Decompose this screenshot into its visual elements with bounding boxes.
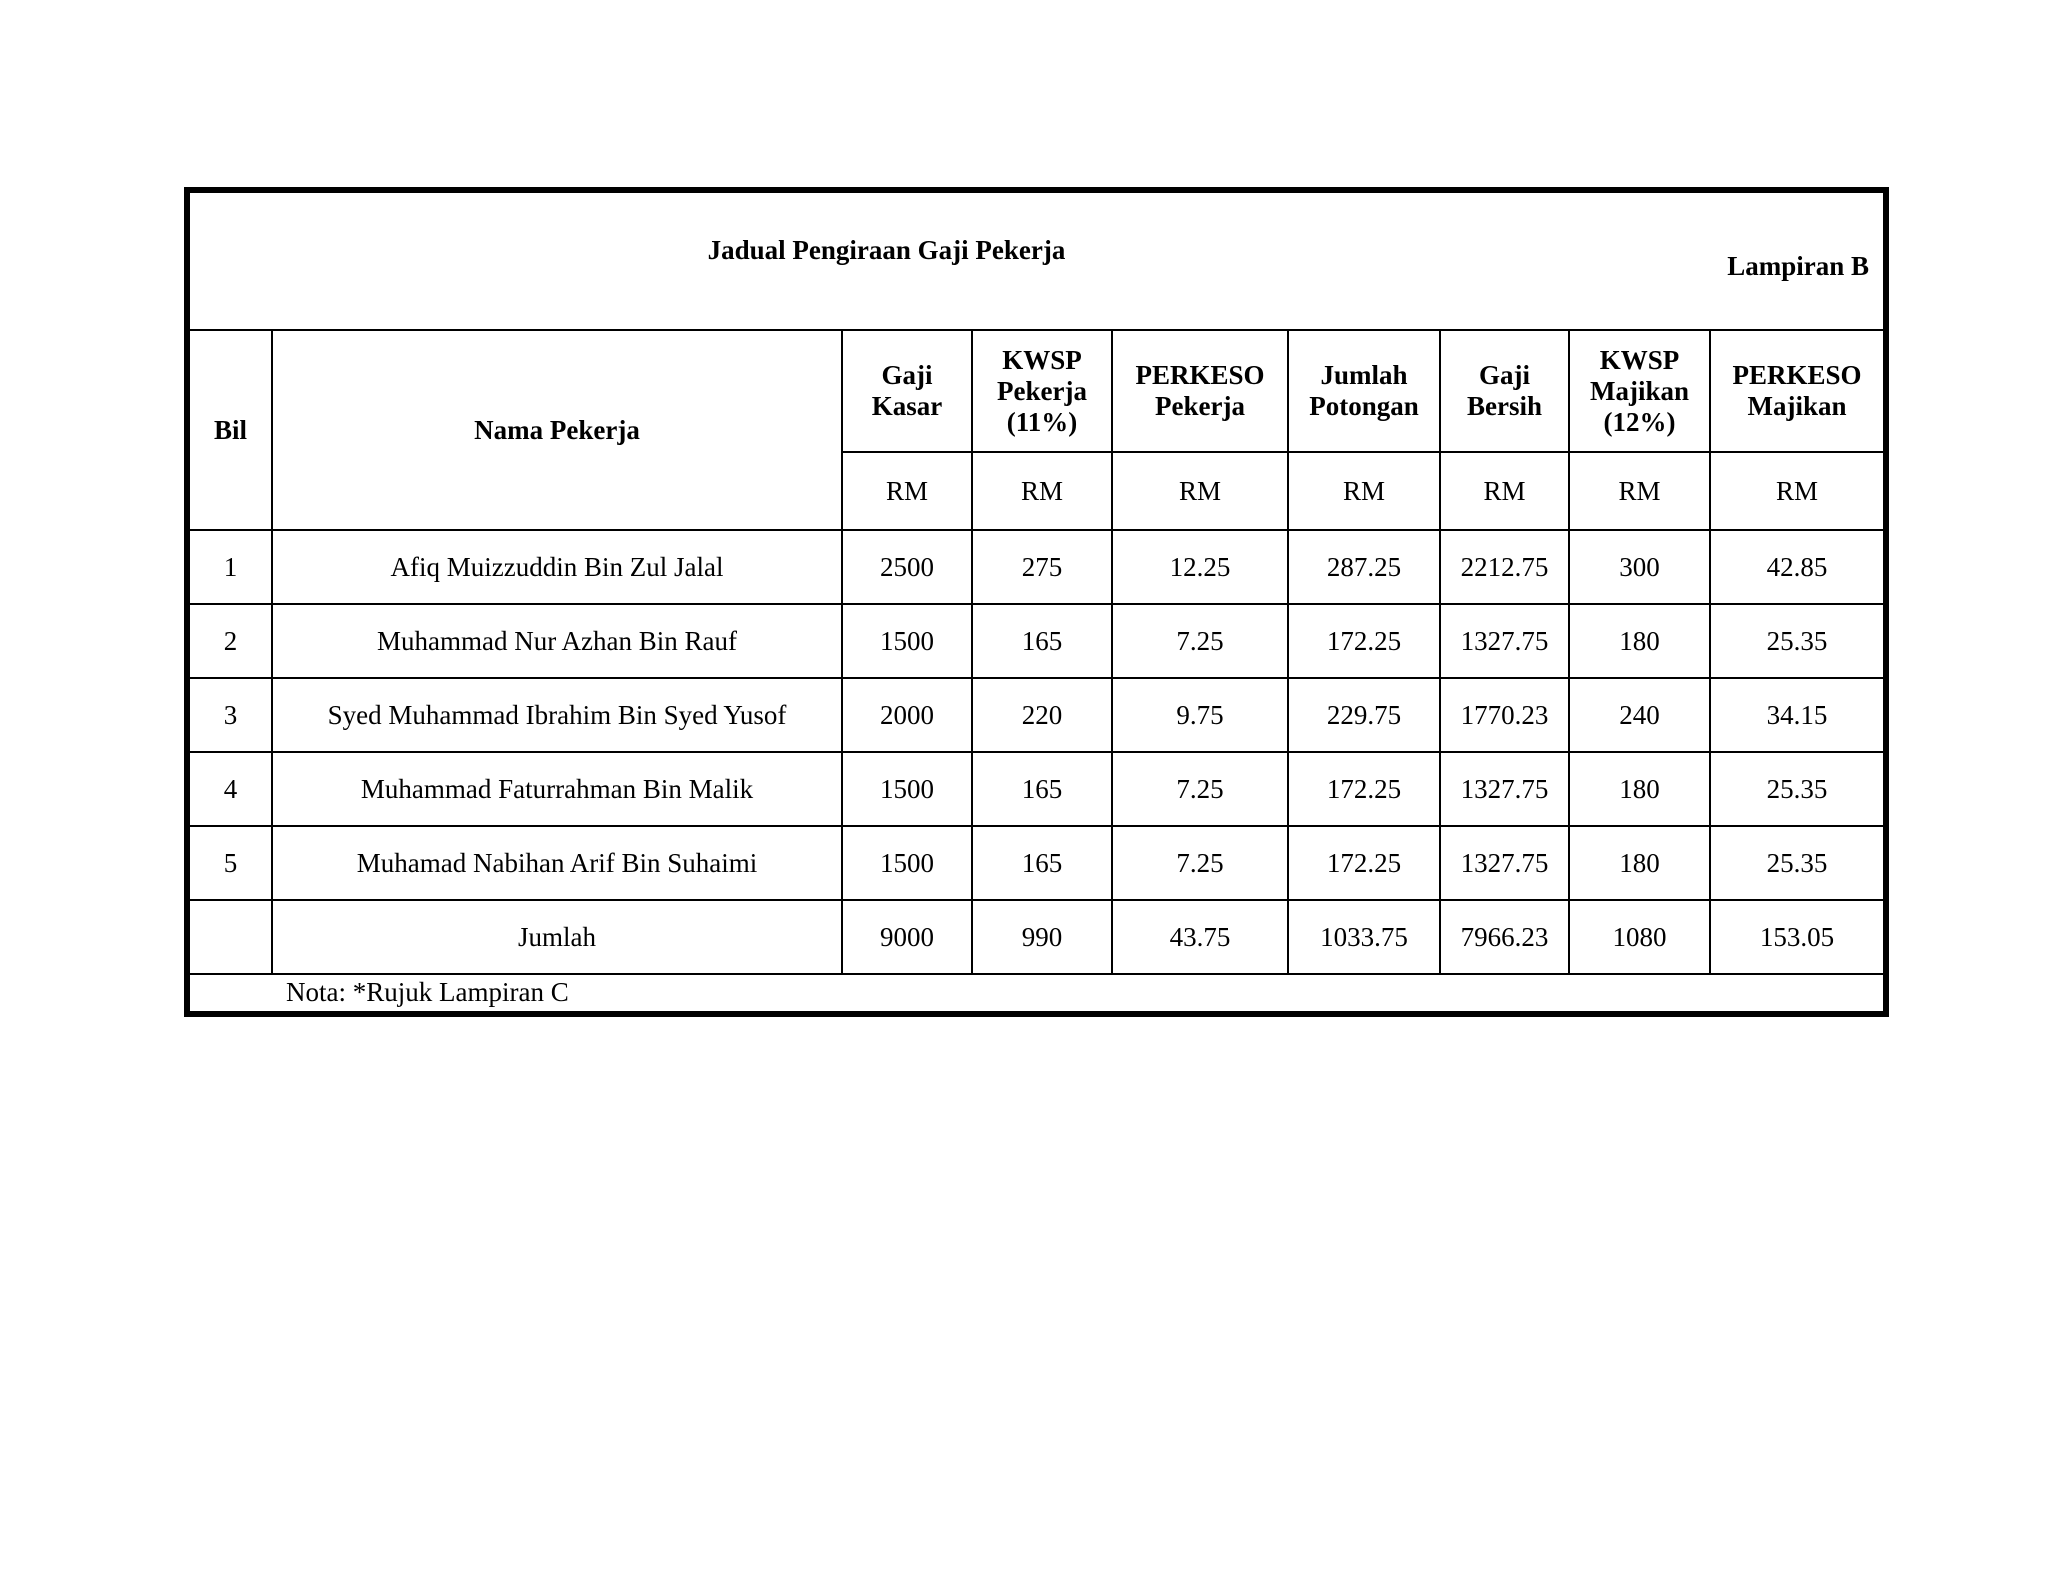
- cell-gaji-kasar: 1500: [842, 752, 972, 826]
- table-title: Jadual Pengiraan Gaji Pekerja: [707, 235, 1066, 265]
- total-kwsp-majikan: 1080: [1569, 900, 1710, 974]
- cell-kwsp-pekerja: 165: [972, 604, 1112, 678]
- cell-gaji-kasar: 2000: [842, 678, 972, 752]
- table-row: [190, 530, 1883, 604]
- cell-nama: Syed Muhammad Ibrahim Bin Syed Yusof: [272, 678, 842, 752]
- cell-perkeso-pekerja: 9.75: [1112, 678, 1288, 752]
- table-row: [190, 826, 1883, 900]
- header-bil: Bil: [190, 330, 272, 530]
- cell-nama: Muhamad Nabihan Arif Bin Suhaimi: [272, 826, 842, 900]
- header-kwsp-pekerja: KWSP Pekerja (11%): [972, 330, 1112, 452]
- cell-perkeso-pekerja: 12.25: [1112, 530, 1288, 604]
- cell-jumlah-potongan: 172.25: [1288, 826, 1440, 900]
- currency-cell: RM: [1569, 452, 1710, 530]
- total-perkeso-majikan: 153.05: [1710, 900, 1883, 974]
- cell-bil: 3: [190, 678, 272, 752]
- header-kwsp-majikan: KWSP Majikan (12%): [1569, 330, 1710, 452]
- currency-cell: RM: [1710, 452, 1883, 530]
- cell-perkeso-majikan: 34.15: [1710, 678, 1883, 752]
- cell-gaji-kasar: 2500: [842, 530, 972, 604]
- cell-kwsp-pekerja: 165: [972, 826, 1112, 900]
- cell-nama: Muhammad Faturrahman Bin Malik: [272, 752, 842, 826]
- note-text: Nota: *Rujuk Lampiran C: [272, 974, 1883, 1013]
- cell-gaji-bersih: 2212.75: [1440, 530, 1569, 604]
- cell-kwsp-majikan: 180: [1569, 826, 1710, 900]
- header-gaji-kasar: Gaji Kasar: [842, 330, 972, 452]
- cell-kwsp-pekerja: 275: [972, 530, 1112, 604]
- total-jumlah-potongan: 1033.75: [1288, 900, 1440, 974]
- table-row: [190, 678, 1883, 752]
- cell-jumlah-potongan: 172.25: [1288, 752, 1440, 826]
- cell-bil: 2: [190, 604, 272, 678]
- total-kwsp-pekerja: 990: [972, 900, 1112, 974]
- currency-cell: RM: [842, 452, 972, 530]
- cell-kwsp-majikan: 180: [1569, 604, 1710, 678]
- header-perkeso-pekerja: PERKESO Pekerja: [1112, 330, 1288, 452]
- cell-perkeso-majikan: 25.35: [1710, 826, 1883, 900]
- header-perkeso-majikan: PERKESO Majikan: [1710, 330, 1883, 452]
- cell-bil: 4: [190, 752, 272, 826]
- total-perkeso-pekerja: 43.75: [1112, 900, 1288, 974]
- table-row: [190, 604, 1883, 678]
- cell-gaji-kasar: 1500: [842, 826, 972, 900]
- salary-table: [190, 329, 1883, 1013]
- salary-table-frame: [184, 187, 1889, 1017]
- cell-gaji-bersih: 1327.75: [1440, 604, 1569, 678]
- cell-bil: 1: [190, 530, 272, 604]
- cell-jumlah-potongan: 229.75: [1288, 678, 1440, 752]
- cell-bil: 5: [190, 826, 272, 900]
- total-label: Jumlah: [272, 900, 842, 974]
- total-gaji-bersih: 7966.23: [1440, 900, 1569, 974]
- cell-perkeso-majikan: 25.35: [1710, 604, 1883, 678]
- cell-perkeso-pekerja: 7.25: [1112, 604, 1288, 678]
- currency-cell: RM: [1440, 452, 1569, 530]
- header-row: [190, 330, 1883, 452]
- cell-kwsp-pekerja: 220: [972, 678, 1112, 752]
- header-gaji-bersih: Gaji Bersih: [1440, 330, 1569, 452]
- cell-kwsp-pekerja: 165: [972, 752, 1112, 826]
- cell-nama: Muhammad Nur Azhan Bin Rauf: [272, 604, 842, 678]
- cell-perkeso-pekerja: 7.25: [1112, 826, 1288, 900]
- total-row: [190, 900, 1883, 974]
- table-row: [190, 752, 1883, 826]
- header-jumlah-potongan: Jumlah Potongan: [1288, 330, 1440, 452]
- cell-nama: Afiq Muizzuddin Bin Zul Jalal: [272, 530, 842, 604]
- header-nama: Nama Pekerja: [272, 330, 842, 530]
- total-bil-empty: [190, 900, 272, 974]
- note-row: [190, 974, 1883, 1013]
- cell-jumlah-potongan: 172.25: [1288, 604, 1440, 678]
- total-gaji-kasar: 9000: [842, 900, 972, 974]
- cell-kwsp-majikan: 180: [1569, 752, 1710, 826]
- cell-perkeso-majikan: 42.85: [1710, 530, 1883, 604]
- cell-gaji-kasar: 1500: [842, 604, 972, 678]
- appendix-label: Lampiran B: [1727, 251, 1869, 281]
- note-spacer: [190, 974, 272, 1013]
- currency-cell: RM: [972, 452, 1112, 530]
- cell-gaji-bersih: 1770.23: [1440, 678, 1569, 752]
- cell-perkeso-pekerja: 7.25: [1112, 752, 1288, 826]
- cell-gaji-bersih: 1327.75: [1440, 826, 1569, 900]
- currency-cell: RM: [1288, 452, 1440, 530]
- cell-kwsp-majikan: 300: [1569, 530, 1710, 604]
- cell-perkeso-majikan: 25.35: [1710, 752, 1883, 826]
- cell-kwsp-majikan: 240: [1569, 678, 1710, 752]
- currency-cell: RM: [1112, 452, 1288, 530]
- cell-jumlah-potongan: 287.25: [1288, 530, 1440, 604]
- cell-gaji-bersih: 1327.75: [1440, 752, 1569, 826]
